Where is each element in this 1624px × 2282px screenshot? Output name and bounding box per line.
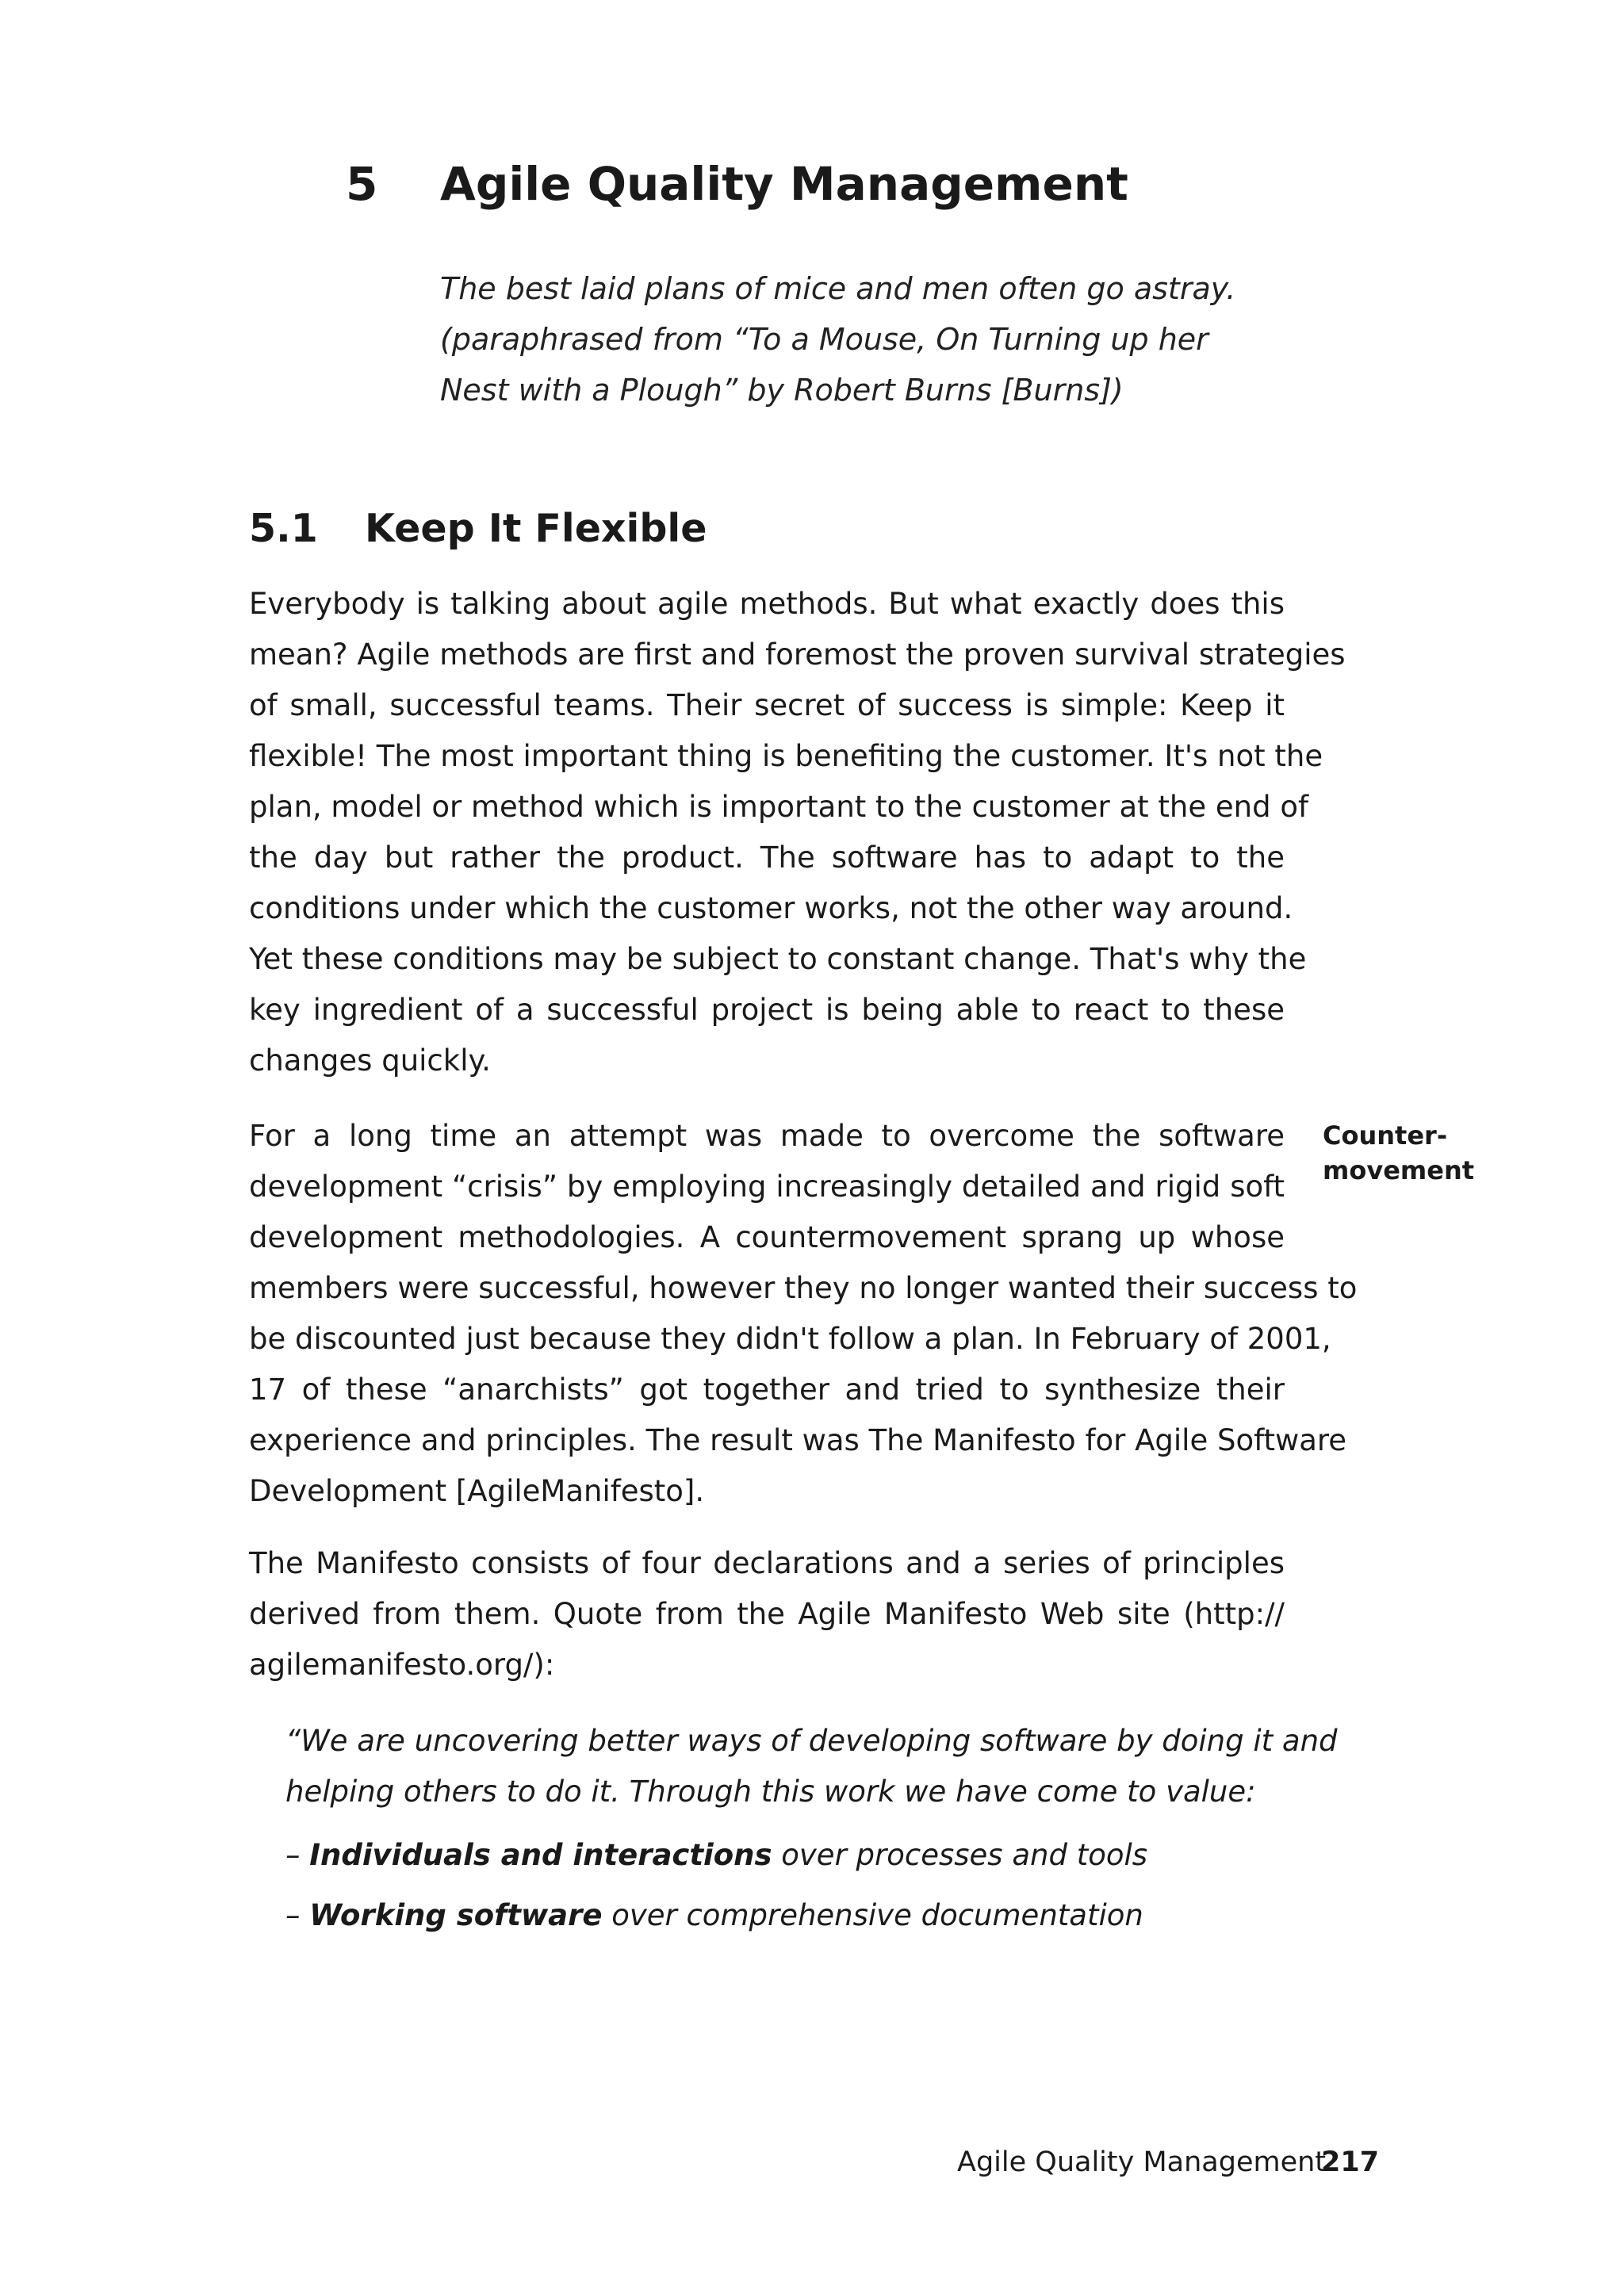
text-line: the day but rather the product. The software has to adapt to the <box>249 840 1285 875</box>
value-item <box>285 1830 1147 1881</box>
text-line: mean? Agile methods are first and foremost the proven survival strategies <box>249 638 1346 672</box>
paragraph-3 <box>249 1538 1285 1690</box>
text-line: be discounted just because they didn't follow a plan. In February of 2001, <box>249 1322 1331 1356</box>
text-line: Everybody is talking about agile methods. But what exactly does this <box>249 587 1285 621</box>
chapter-title: Agile Quality Management <box>440 157 1128 211</box>
paragraph-1 <box>249 579 1346 1086</box>
text-line: Yet these conditions may be subject to constant change. That's why the <box>249 942 1307 976</box>
value-bold: Individuals and interactions <box>309 1838 772 1872</box>
value-bold: Working software <box>309 1898 603 1932</box>
value-dash: – <box>285 1898 310 1932</box>
value-item <box>285 1890 1143 1941</box>
value-rest: over comprehensive documentation <box>602 1898 1143 1932</box>
section-number: 5.1 <box>249 506 318 551</box>
epigraph-line: (paraphrased from “To a Mouse, On Turning up her <box>440 322 1208 357</box>
text-line: key ingredient of a successful project is being able to react to these <box>249 993 1285 1027</box>
paragraph-2 <box>249 1111 1358 1517</box>
text-line: development methodologies. A countermovement sprang up whose <box>249 1220 1285 1254</box>
chapter-number: 5 <box>346 157 378 211</box>
text-line: 17 of these “anarchists” got together and tried to synthesize their <box>249 1373 1285 1407</box>
text-line: experience and principles. The result was The Manifesto for Agile Software <box>249 1423 1347 1457</box>
epigraph-line: The best laid plans of mice and men often go astray. <box>440 271 1236 306</box>
text-line: of small, successful teams. Their secret of success is simple: Keep it <box>249 688 1285 722</box>
text-line: conditions under which the customer works, not the other way around. <box>249 891 1293 925</box>
text-line: flexible! The most important thing is benefiting the customer. It's not the <box>249 739 1323 773</box>
margin-note <box>1323 1118 1474 1188</box>
margin-note-line: movement <box>1323 1155 1475 1185</box>
quote-line: helping others to do it. Through this work we have come to value: <box>285 1775 1256 1809</box>
text-line: For a long time an attempt was made to overcome the software <box>249 1119 1285 1153</box>
value-rest: over processes and tools <box>772 1838 1148 1872</box>
epigraph <box>440 263 1236 415</box>
quote-line: “We are uncovering better ways of developing software by doing it and <box>285 1724 1338 1758</box>
page-number: 217 <box>1321 2146 1380 2178</box>
margin-note-line: Counter- <box>1323 1120 1448 1151</box>
text-line: Development [AgileManifesto]. <box>249 1474 705 1508</box>
epigraph-line: Nest with a Plough” by Robert Burns [Burns]) <box>440 373 1124 408</box>
text-line: derived from them. Quote from the Agile Manifesto Web site (http:// <box>249 1597 1285 1631</box>
footer-title: Agile Quality Management <box>957 2146 1327 2178</box>
text-line: The Manifesto consists of four declarations and a series of principles <box>249 1546 1285 1580</box>
text-line: agilemanifesto.org/): <box>249 1648 555 1682</box>
section-title: Keep It Flexible <box>365 506 707 551</box>
value-dash: – <box>285 1838 310 1872</box>
text-line: development “crisis” by employing increasingly detailed and rigid soft <box>249 1170 1285 1204</box>
text-line: changes quickly. <box>249 1043 491 1078</box>
manifesto-quote <box>285 1716 1338 1817</box>
text-line: members were successful, however they no longer wanted their success to <box>249 1271 1358 1305</box>
text-line: plan, model or method which is important to the customer at the end of <box>249 790 1308 824</box>
